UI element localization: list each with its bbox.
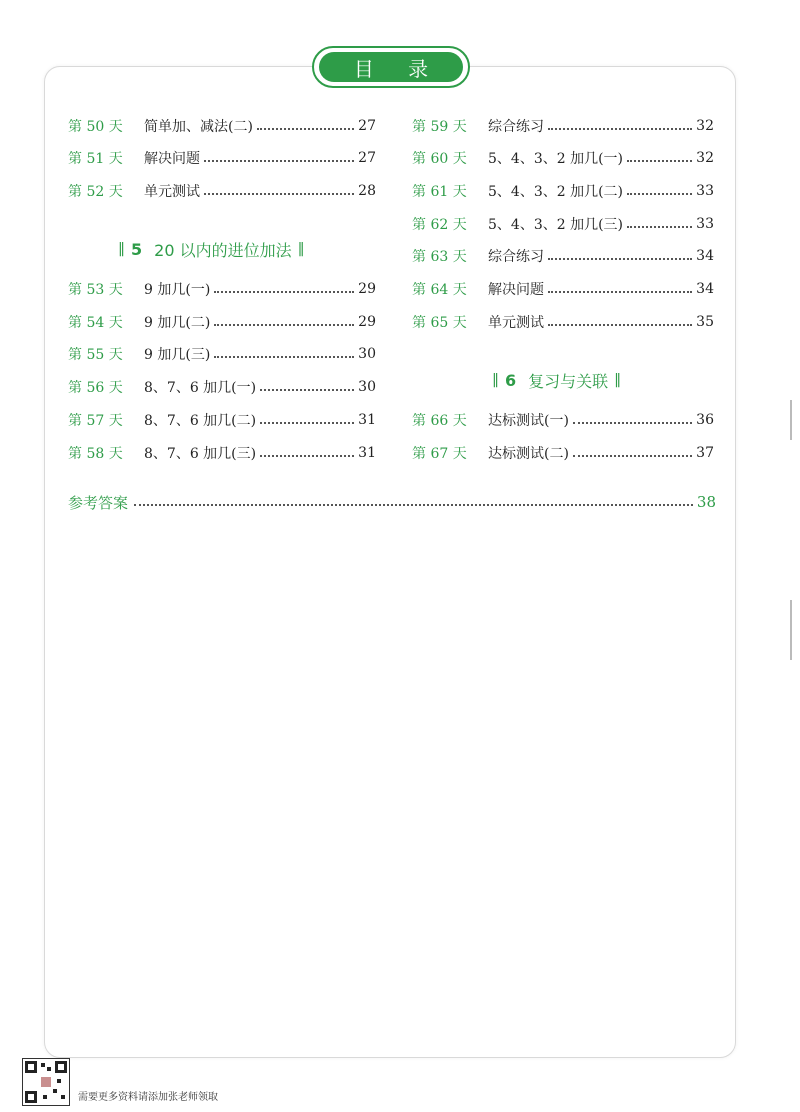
entry-title: 5、4、3、2 加几(二) (488, 184, 624, 200)
entry-day: 第 51 天 (68, 151, 123, 167)
entry-title: 8、7、6 加几(一) (144, 380, 257, 396)
entry-title: 9 加几(一) (144, 282, 211, 298)
section-bar-right: ‖ (297, 241, 305, 257)
entry-day: 第 57 天 (68, 413, 123, 429)
entry-day: 第 50 天 (68, 119, 123, 135)
entry-title: 5、4、3、2 加几(一) (488, 151, 624, 167)
entry-page: 36 (696, 412, 714, 428)
entry-page: 30 (358, 379, 376, 395)
entry-page: 32 (696, 118, 714, 134)
section-bar-right: ‖ (614, 372, 622, 388)
entry-page: 29 (358, 281, 376, 297)
leader-dots (204, 193, 354, 195)
toc-entry[interactable] (412, 408, 714, 432)
entry-day: 第 58 天 (68, 446, 123, 462)
leader-dots (627, 226, 692, 228)
leader-dots (260, 389, 354, 391)
toc-entry[interactable] (68, 441, 376, 465)
toc-entry[interactable] (68, 114, 376, 138)
entry-day: 第 62 天 (412, 217, 467, 233)
entry-day: 第 55 天 (68, 347, 123, 363)
qr-code-icon (22, 1058, 70, 1106)
entry-page: 27 (358, 118, 376, 134)
leader-dots (548, 258, 692, 260)
toc-title-badge (312, 46, 470, 88)
entry-page: 33 (696, 183, 714, 199)
entry-title: 解决问题 (488, 282, 544, 298)
entry-title: 8、7、6 加几(三) (144, 446, 257, 462)
scan-edge-mark (790, 400, 792, 440)
toc-entry[interactable] (412, 114, 714, 138)
entry-page: 37 (696, 445, 714, 461)
leader-dots (260, 455, 354, 457)
section-bar-left: ‖ (492, 372, 499, 388)
entry-day: 第 60 天 (412, 151, 467, 167)
entry-page: 27 (358, 150, 376, 166)
entry-day: 第 54 天 (68, 315, 123, 331)
entry-day: 第 59 天 (412, 119, 467, 135)
toc-entry[interactable] (68, 277, 376, 301)
entry-title: 达标测试(二) (488, 446, 569, 462)
leader-dots (548, 324, 692, 326)
entry-title: 单元测试 (488, 315, 544, 331)
leader-dots (260, 422, 354, 424)
entry-title: 8、7、6 加几(二) (144, 413, 257, 429)
entry-page: 35 (696, 314, 714, 330)
entry-day: 第 56 天 (68, 380, 123, 396)
leader-dots (627, 160, 692, 162)
entry-page: 29 (358, 314, 376, 330)
entry-title: 9 加几(二) (144, 315, 211, 331)
entry-title: 5、4、3、2 加几(三) (488, 217, 624, 233)
leader-dots (573, 422, 692, 424)
entry-title: 简单加、减法(二) (144, 119, 253, 135)
section-bar-left: ‖ (118, 241, 125, 257)
answers-label: 参考答案 (68, 493, 129, 512)
section-heading-5 (112, 236, 311, 262)
leader-dots (214, 291, 354, 293)
scan-edge-mark (790, 600, 792, 660)
toc-entry[interactable] (68, 408, 376, 432)
entry-day: 第 64 天 (412, 282, 467, 298)
entry-day: 第 52 天 (68, 184, 123, 200)
leader-dots (548, 291, 692, 293)
toc-entry[interactable] (68, 179, 376, 203)
answers-page: 38 (696, 493, 716, 511)
leader-dots (573, 455, 692, 457)
toc-entry[interactable] (68, 342, 376, 366)
leader-dots (627, 193, 692, 195)
entry-title: 综合练习 (488, 119, 544, 135)
entry-day: 第 53 天 (68, 282, 123, 298)
entry-page: 31 (358, 412, 376, 428)
leader-dots (214, 324, 354, 326)
toc-entry[interactable] (412, 146, 714, 170)
toc-entry[interactable] (68, 146, 376, 170)
entry-day: 第 65 天 (412, 315, 467, 331)
section-number: 6 (505, 370, 517, 390)
entry-title: 9 加几(三) (144, 347, 211, 363)
answers-entry[interactable] (68, 490, 716, 514)
entry-page: 32 (696, 150, 714, 166)
entry-page: 28 (358, 183, 376, 199)
leader-dots (204, 160, 354, 162)
leader-dots (548, 128, 692, 130)
entry-page: 33 (696, 216, 714, 232)
entry-page: 31 (358, 445, 376, 461)
entry-title: 综合练习 (488, 249, 544, 265)
toc-entry[interactable] (412, 441, 714, 465)
entry-page: 34 (696, 248, 714, 264)
entry-day: 第 63 天 (412, 249, 467, 265)
entry-day: 第 66 天 (412, 413, 467, 429)
section-heading-6 (486, 367, 627, 393)
toc-entry[interactable] (412, 244, 714, 268)
entry-title: 解决问题 (144, 151, 200, 167)
entry-title: 单元测试 (144, 184, 200, 200)
toc-entry[interactable] (412, 277, 714, 301)
entry-day: 第 67 天 (412, 446, 467, 462)
entry-page: 30 (358, 346, 376, 362)
toc-entry[interactable] (412, 212, 714, 236)
section-title: 复习与关联 (528, 371, 609, 391)
section-title: 20 以内的进位加法 (154, 240, 292, 260)
toc-entry[interactable] (68, 375, 376, 399)
entry-page: 34 (696, 281, 714, 297)
toc-title: 目 录 (319, 52, 463, 82)
section-number: 5 (131, 239, 143, 259)
leader-dots (214, 356, 354, 358)
leader-dots (134, 504, 693, 506)
footer-note: 需要更多资料请添加张老师领取 (78, 1092, 218, 1103)
entry-title: 达标测试(一) (488, 413, 569, 429)
toc-entry[interactable] (412, 310, 714, 334)
leader-dots (257, 128, 354, 130)
toc-entry[interactable] (412, 179, 714, 203)
toc-entry[interactable] (68, 310, 376, 334)
entry-day: 第 61 天 (412, 184, 467, 200)
